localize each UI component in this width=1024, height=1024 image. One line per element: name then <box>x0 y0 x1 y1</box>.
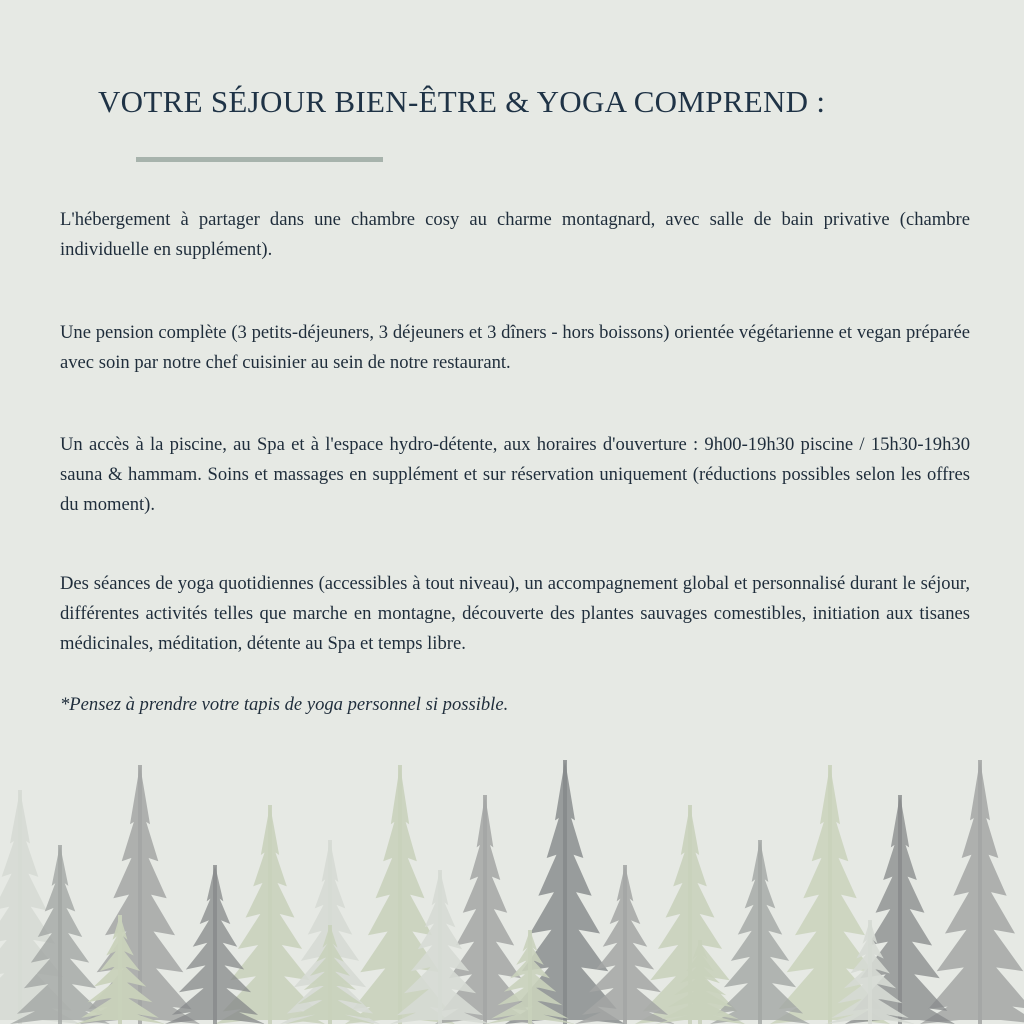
pine-trunk <box>978 760 982 1024</box>
pine-trunk <box>623 865 627 1024</box>
pine-forest-illustration <box>0 750 1024 1024</box>
pine-trunk <box>483 795 487 1024</box>
paragraph-meals: Une pension complète (3 petits-déjeuners, 3 déjeuners et 3 dîners - hors boissons) orientée végétarienne et vegan préparée avec soin par notre chef cuisinier au sein de notre restaurant. <box>60 322 970 373</box>
pine-trunk <box>18 790 22 1024</box>
paragraph-yoga-activities: Des séances de yoga quotidiennes (accessibles à tout niveau), un accompagnement global et personnalisé durant le séjour, différentes activités telles que marche en montagne, découverte des plantes sauvages comestibles, initiation aux tisanes médicinales, méditation, détente au Spa et temps libre. <box>60 573 970 654</box>
pine-trunk <box>898 795 902 1024</box>
pine-trunk <box>58 845 62 1024</box>
pine-trunk <box>328 925 332 1024</box>
pine-trunk <box>438 870 442 1024</box>
pine-trunk <box>528 930 532 1024</box>
page-title: VOTRE SÉJOUR BIEN-ÊTRE & YOGA COMPREND : <box>98 84 826 119</box>
paragraph-spa-access: Un accès à la piscine, au Spa et à l'espace hydro-détente, aux horaires d'ouverture : 9h00-19h30 piscine / 15h30-19h30 sauna & hammam. Soins et massages en supplément et sur réservation uniquement (réductions possibles selon les offres du moment). <box>60 434 970 515</box>
pine-trunk <box>118 915 122 1024</box>
title-underline <box>136 157 383 162</box>
pine-trunk <box>828 765 832 1024</box>
pine-trunk <box>268 805 272 1024</box>
paragraph-accommodation: L'hébergement à partager dans une chambre cosy au charme montagnard, avec salle de bain privative (chambre individuelle en supplément). <box>60 209 970 260</box>
pine-trunk <box>563 760 567 1024</box>
pine-trunk <box>868 920 872 1024</box>
pine-trunk <box>758 840 762 1024</box>
pine-trunk <box>698 940 702 1024</box>
pine-tree <box>920 760 1024 1024</box>
pine-trunk <box>398 765 402 1024</box>
pine-trunk <box>213 865 217 1024</box>
yoga-mat-note: *Pensez à prendre votre tapis de yoga personnel si possible. <box>60 694 509 715</box>
